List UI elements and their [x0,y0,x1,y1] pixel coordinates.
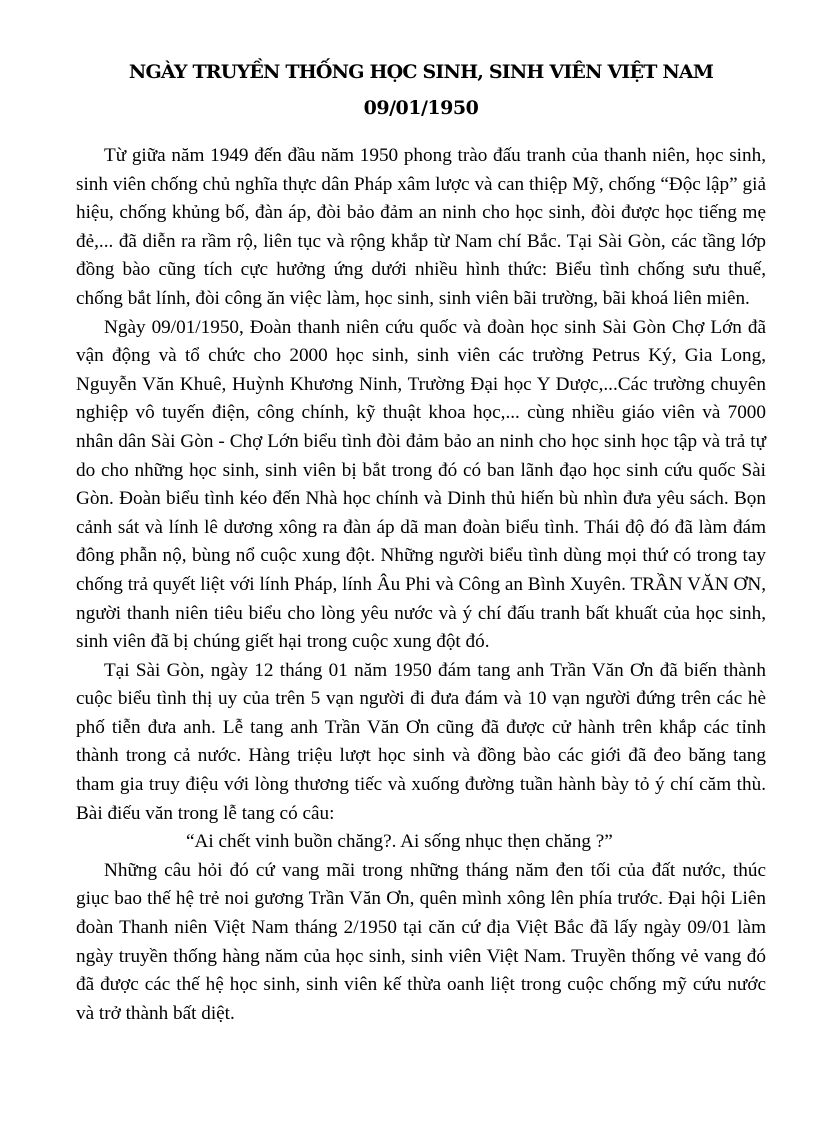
paragraph-intro: Từ giữa năm 1949 đến đầu năm 1950 phong trào đấu tranh của thanh niên, học sinh, sinh viên chống chủ nghĩa thực dân Pháp xâm lược và can thiệp Mỹ, chống “Độc lập” giả hiệu, chống khủng bố, đàn áp, đòi bảo đảm an ninh cho học sinh, đòi được học tiếng mẹ đẻ,... đã diễn ra rầm rộ, liên tục và rộng khắp từ Nam chí Bắc. Tại Sài Gòn, các tầng lớp đồng bào cũng tích cực hưởng ứng dưới nhiều hình thức: Biểu tình chống sưu thuế, chống bắt lính, đòi công ăn việc làm, học sinh, sinh viên bãi trường, bãi khoá liên miên. [76,145,766,309]
eulogy-quote: “Ai chết vinh buồn chăng?. Ai sống nhục thẹn chăng ?” [186,831,613,853]
document-title: NGÀY TRUYỀN THỐNG HỌC SINH, SINH VIÊN VIỆT NAM [128,61,714,83]
paragraph-demonstration: Ngày 09/01/1950, Đoàn thanh niên cứu quốc và đoàn học sinh Sài Gòn Chợ Lớn đã vận động và tổ chức cho 2000 học sinh, sinh viên các trường Petrus Ký, Gia Long, Nguyễn Văn Khuê, Huỳnh Khương Ninh, Trường Đại học Y Dược,...Các trường chuyên nghiệp vô tuyến điện, công chính, kỹ thuật khoa học,... cùng nhiều giáo viên và 7000 nhân dân Sài Gòn - Chợ Lớn biểu tình đòi đảm bảo an ninh cho học sinh học tập và trả tự do cho những học sinh, sinh viên bị bắt trong đó có ban lãnh đạo học sinh cứu quốc Sài Gòn. Đoàn biểu tình kéo đến Nhà học chính và Dinh thủ hiến bù nhìn đưa yêu sách. Bọn cảnh sát và lính lê dương xông ra đàn áp dã man đoàn biểu tình. Thái độ đó đã làm đám đông phẫn nộ, bùng nổ cuộc xung đột. Những người biểu tình dùng mọi thứ có trong tay chống trả quyết liệt với lính Pháp, lính Âu Phi và Công an Bình Xuyên. TRẦN VĂN ƠN, người thanh niên tiêu biểu cho lòng yêu nước và ý chí đấu tranh bất khuất của học sinh, sinh viên đã bị chúng giết hại trong cuộc xung đột đó. [76,316,766,653]
paragraph-funeral: Tại Sài Gòn, ngày 12 tháng 01 năm 1950 đám tang anh Trần Văn Ơn đã biến thành cuộc biểu tình thị uy của trên 5 vạn người đi đưa đám và 10 vạn người đứng trên các hè phố tiễn đưa anh. Lễ tang anh Trần Văn Ơn cũng đã được cử hành trên khắp các tỉnh thành trong cả nước. Hàng triệu lượt học sinh và đồng bào các giới đã đeo băng tang tham gia truy điệu với lòng thương tiếc và xuống đường tuần hành bày tỏ ý chí căm thù. Bài điếu văn trong lễ tang có câu: [76,659,766,824]
paragraph-closing: Những câu hỏi đó cứ vang mãi trong những tháng năm đen tối của đất nước, thúc giục bao thế hệ trẻ noi gương Trần Văn Ơn, quên mình xông lên phía trước. Đại hội Liên đoàn Thanh niên Việt Nam tháng 2/1950 tại căn cứ địa Việt Bắc đã lấy ngày 09/01 làm ngày truyền thống hàng năm của học sinh, sinh viên Việt Nam. Truyền thống vẻ vang đó đã được các thế hệ học sinh, sinh viên kế thừa oanh liệt trong cuộc chống mỹ cứu nước và trở thành bất diệt. [76,859,766,1024]
document-date: 09/01/1950 [363,97,479,119]
document-page [76,54,766,1028]
